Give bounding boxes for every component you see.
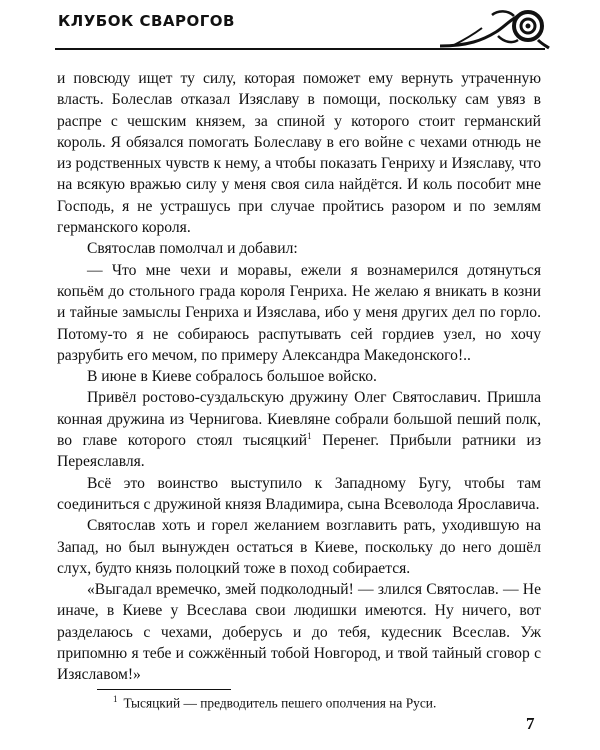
paragraph — [57, 387, 541, 472]
paragraph: — Что мне чехи и моравы, ежели я вознамерился дотянуться копьём до стольного града короля Генриха. Не желаю я вникать в козни и тайные замыслы Генриха и Изяслава, ибо у меня других дел по горло. Потому-то я не собираюсь распутывать сей гордиев узел, но хочу разрубить его мечом, по примеру Александра Македонского!.. — [57, 261, 541, 364]
ornament-icon — [438, 6, 550, 50]
footnote-number: 1 — [113, 694, 118, 704]
footnote-text: Тысяцкий — предводитель пешего ополчения на Руси. — [123, 695, 437, 711]
footnote-reference[interactable]: 1 — [307, 430, 312, 441]
paragraph: «Выгадал времечко, змей подколодный! — злился Святослав. — Не иначе, в Киеве у Всеслава свои людишки имеются. Ну ничего, вот разделаюсь с чехами, доберусь и до тебя, кудесник Всеслав. Уж припомню я тебе и сожжённый тобой Новгород, и твой тайный сговор с Изяславом!» — [57, 581, 541, 684]
running-title: КЛУБОК СВАРОГОВ — [58, 12, 235, 30]
footnote — [113, 694, 543, 711]
paragraph: В июне в Киеве собралось большое войско. — [87, 368, 377, 386]
paragraph: Святослав помолчал и добавил: — [87, 240, 298, 258]
page-number: 7 — [526, 714, 535, 733]
footnote-rule — [97, 689, 231, 690]
paragraph: Всё это воинство выступило к Западному Бугу, чтобы там соединиться с дружиной князя Владимира, сына Всеволода Ярославича. — [57, 474, 541, 513]
paragraph-text: Привёл ростово-суздальскую дружину Олег Святославич. Пришла конная дружина из Чернигова. Киевляне собрали большой пеший полк, во главе которого стоял тысяцкий — [57, 389, 541, 450]
main-text — [57, 68, 541, 686]
header-rule — [55, 48, 545, 50]
paragraph: Святослав хоть и горел желанием возглавить рать, уходившую на Запад, но был вынужден остаться в Киеве, поскольку до него дошёл слух, будто князь полоцкий тоже в поход собирается. — [57, 517, 541, 577]
paragraph-text: Перенег. Прибыли ратники из Переяславля. — [57, 432, 541, 471]
paragraph: и повсюду ищет ту силу, которая поможет ему вернуть утраченную власть. Болеслав отказал Изяславу в помощи, поскольку сам увяз в распре с чешским князем, за спиной у которого стоит германский король. Я обязался помогать Болеславу в его войне с чехами отнюдь не из родственных чувств к нему, а чтобы показать Генриху и Изяславу, что на всякую вражью силу у меня своя сила найдётся. И коль пособит мне Господь, я не устрашусь при случае пройтись разором и по землям германского короля. — [57, 70, 541, 237]
